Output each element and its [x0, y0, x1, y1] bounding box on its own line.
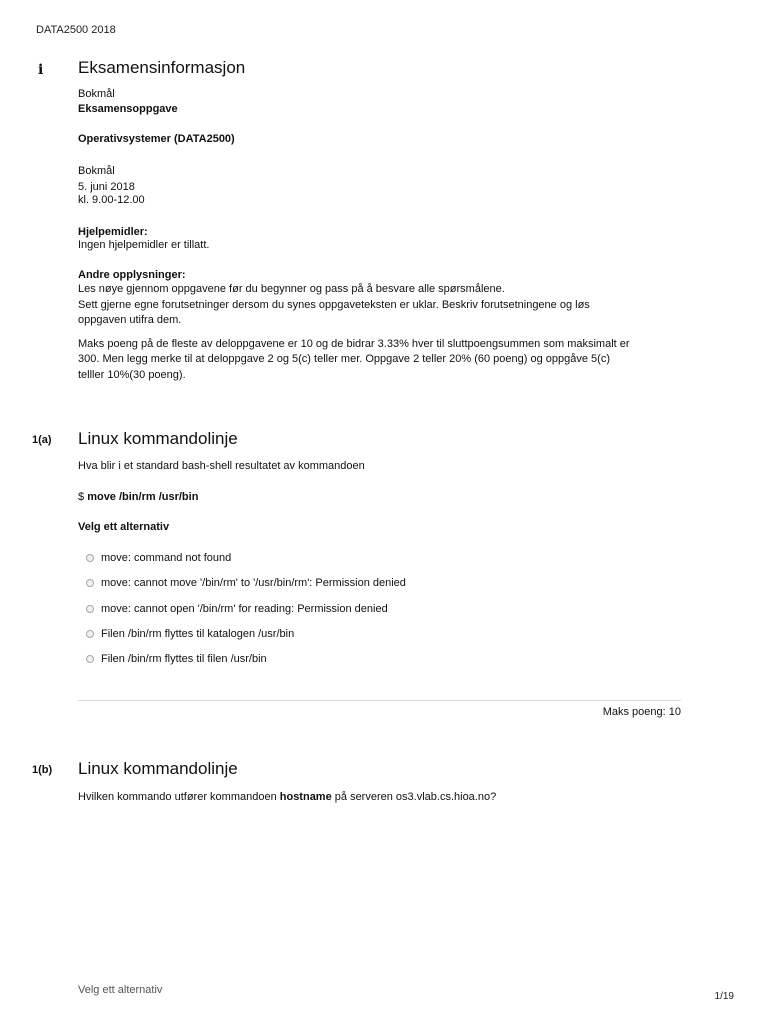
radio-button[interactable] [86, 579, 94, 587]
language-label-2: Bokmål [78, 165, 115, 177]
question-number-1b: 1(b) [32, 764, 53, 776]
command-text: move /bin/rm /usr/bin [87, 491, 199, 503]
answer-option-3[interactable] [86, 601, 388, 617]
answer-option-2[interactable] [86, 575, 406, 591]
prompt-text: på serveren os3.vlab.cs.hioa.no? [331, 791, 497, 803]
answer-option-label: move: command not found [101, 552, 232, 564]
page-header-title: DATA2500 2018 [36, 24, 116, 36]
max-points: Maks poeng: 10 [602, 706, 681, 718]
other-info-line-2: Sett gjerne egne forutsetninger dersom du synes oppgaveteksten er uklar. Beskriv forutsetningene og løs [78, 299, 590, 311]
question-title-1b: Linux kommandolinje [78, 759, 238, 778]
points-info-line-3: telller 10%(30 poeng). [78, 369, 186, 381]
radio-button[interactable] [86, 605, 94, 613]
question-prompt-1b [78, 790, 496, 805]
answer-option-label: move: cannot open '/bin/rm' for reading: Permission denied [101, 603, 388, 615]
answer-option-1[interactable] [86, 550, 231, 566]
answer-option-4[interactable] [86, 626, 294, 642]
other-info-label: Andre opplysninger: [78, 269, 186, 281]
prompt-keyword: hostname [279, 791, 332, 803]
command-prefix: $ [78, 491, 88, 503]
answer-option-label: move: cannot move '/bin/rm' to '/usr/bin/rm': Permission denied [101, 577, 406, 589]
aids-text: Ingen hjelpemidler er tillatt. [78, 239, 210, 251]
page-number: 1/19 [714, 991, 734, 1002]
info-icon: i [38, 62, 44, 78]
question-title-1a: Linux kommandolinje [78, 429, 238, 448]
course-name: Operativsystemer (DATA2500) [78, 133, 235, 145]
prompt-text: Hvilken kommando utfører kommandoen [78, 791, 280, 803]
exam-date: 5. juni 2018 [78, 181, 135, 193]
points-info-line-1: Maks poeng på de fleste av deloppgavene er 10 og de bidrar 3.33% hver til sluttpoengsummen som maksimalt er [78, 338, 630, 350]
answer-option-label: Filen /bin/rm flyttes til filen /usr/bin [101, 653, 267, 665]
choose-one-label: Velg ett alternativ [78, 521, 170, 533]
cut-off-text: Velg ett alternativ [78, 984, 163, 996]
radio-button[interactable] [86, 630, 94, 638]
divider [78, 700, 681, 701]
command-line [78, 490, 198, 505]
aids-label: Hjelpemidler: [78, 226, 148, 238]
other-info-line-3: oppgaven utifra dem. [78, 314, 182, 326]
question-number-1a: 1(a) [32, 434, 52, 446]
exam-time: kl. 9.00-12.00 [78, 194, 145, 206]
answer-option-5[interactable] [86, 651, 267, 667]
other-info-line-1: Les nøye gjennom oppgavene før du begynner og pass på å besvare alle spørsmålene. [78, 283, 505, 295]
radio-button[interactable] [86, 655, 94, 663]
document-type: Eksamensoppgave [78, 103, 178, 115]
language-label: Bokmål [78, 88, 115, 100]
question-prompt-1a: Hva blir i et standard bash-shell resultatet av kommandoen [78, 460, 365, 472]
radio-button[interactable] [86, 554, 94, 562]
points-info-line-2: 300. Men legg merke til at deloppgave 2 og 5(c) teller mer. Oppgave 2 teller 20% (60 poeng) og oppgåve 5(c) [78, 353, 610, 365]
answer-option-label: Filen /bin/rm flyttes til katalogen /usr/bin [101, 628, 295, 640]
section-title-exam-info: Eksamensinformasjon [78, 58, 246, 77]
